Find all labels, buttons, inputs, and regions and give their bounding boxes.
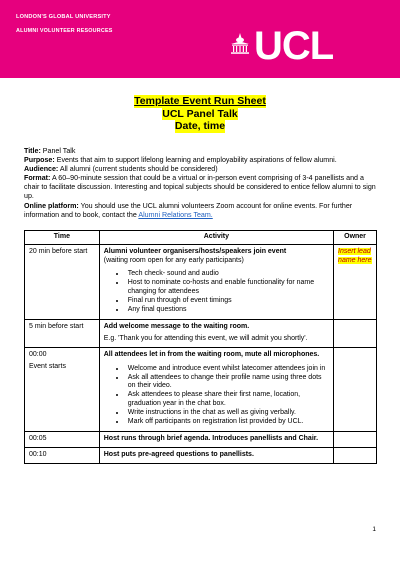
audience-label: Audience: (24, 165, 59, 174)
list-item: • Ask attendees to please share their first name, location, graduation year in the chat box. (126, 391, 329, 409)
list-item: • Final run through of event timings (126, 297, 329, 306)
event-info (24, 147, 379, 220)
list-item: • Tech check- sound and audio (126, 270, 329, 279)
platform-value: You should use the UCL alumni volunteers Zoom account for online events. For further information and to book, contact the (24, 201, 353, 219)
list-item: • Mark off participants on registration list provided by UCL. (126, 418, 329, 427)
title-value: Panel Talk (40, 147, 76, 155)
event-date: Date, time (174, 120, 226, 132)
activity-note: (waiting room open for any early participants) (103, 256, 244, 264)
row-activity (99, 244, 333, 320)
run-sheet-table (24, 230, 377, 464)
audience-value: All alumni (current students should be considered) (58, 165, 218, 174)
activity-heading: Alumni volunteer organisers/hosts/speakers join event (103, 247, 287, 255)
university-tagline: LONDON'S GLOBAL UNIVERSITY (16, 14, 111, 20)
time-value: 00:00 (29, 350, 47, 358)
activity-note: E.g. 'Thank you for attending this event, we will admit you shortly'. (103, 335, 308, 343)
row-activity (99, 320, 333, 348)
row-owner (334, 432, 377, 448)
activity-bullets (126, 365, 329, 427)
list-item: • Ask all attendees to change their profile name using three dots on their video. (126, 374, 329, 392)
activity-header: Activity (99, 231, 333, 245)
table-row (25, 347, 377, 431)
title-label: Title: (24, 147, 41, 155)
activity-heading: Add welcome message to the waiting room. (103, 323, 250, 331)
list-item: • Host to nominate co-hosts and enable functionality for name changing for attendees (126, 279, 329, 297)
list-item: • Write instructions in the chat as well as giving verbally. (126, 409, 329, 418)
event-name: UCL Panel Talk (162, 107, 238, 120)
time-note: Event starts (29, 362, 66, 370)
activity-heading: All attendees let in from the waiting room, mute all microphones. (103, 350, 320, 358)
format-value: A 60–90-minute session that could be a virtual or in-person event comprising of 3-4 panellists and a chair to facilitate discussion. Interesting and topical subjects should be considered to entice fellow alumni to sign up. (24, 174, 376, 201)
row-time: 5 min before start (25, 320, 100, 348)
activity-heading: Host runs through brief agenda. Introduces panellists and Chair. (103, 435, 319, 443)
row-time: 20 min before start (25, 244, 100, 320)
ucl-logo: UCL (254, 24, 334, 68)
row-time: 00:10 (25, 448, 100, 464)
purpose-label: Purpose: (24, 156, 55, 165)
row-activity (99, 448, 333, 464)
table-row (25, 320, 377, 348)
row-time: 00:05 (25, 432, 100, 448)
table-row (25, 448, 377, 464)
row-owner (334, 448, 377, 464)
page-number: 1 (372, 526, 376, 533)
purpose-value: Events that aim to support lifelong learning and employability aspirations of fellow alumni. (54, 156, 337, 165)
resource-title: ALUMNI VOLUNTEER RESOURCES (16, 28, 113, 34)
portico-icon (228, 32, 252, 56)
row-owner (334, 347, 377, 431)
row-activity (99, 432, 333, 448)
document-title: Template Event Run Sheet (134, 95, 266, 107)
owner-header: Owner (334, 231, 377, 245)
header-banner (0, 0, 400, 78)
owner-placeholder: Insert lead name here (338, 247, 372, 264)
row-owner (334, 320, 377, 348)
alumni-relations-link[interactable]: Alumni Relations Team. (138, 210, 213, 219)
list-item: • Any final questions (126, 306, 329, 315)
activity-heading: Host puts pre-agreed questions to panellists. (103, 451, 254, 459)
document-titles (0, 95, 400, 133)
table-row (25, 432, 377, 448)
platform-label: Online platform: (24, 201, 79, 210)
activity-bullets (126, 270, 329, 314)
row-time (25, 347, 100, 431)
row-activity (99, 347, 333, 431)
format-label: Format: (24, 174, 51, 183)
list-item: • Welcome and introduce event whilst latecomer attendees join in (126, 365, 329, 374)
time-header: Time (25, 231, 100, 245)
row-owner (334, 244, 377, 320)
table-row (25, 244, 377, 320)
table-header-row (25, 231, 377, 245)
